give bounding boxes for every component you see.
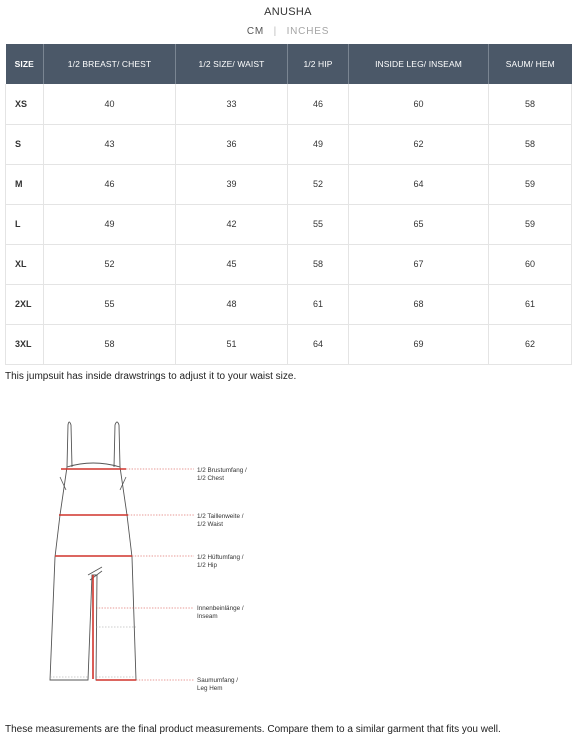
waist-cell: 45 <box>176 244 288 284</box>
waist-cell: 36 <box>176 124 288 164</box>
inseam-cell: 65 <box>349 204 489 244</box>
hip-cell: 55 <box>288 204 349 244</box>
table-row <box>6 244 572 284</box>
inseam-cell: 67 <box>349 244 489 284</box>
size-cell: XL <box>6 244 44 284</box>
unit-toggle <box>0 26 576 37</box>
table-row <box>6 324 572 364</box>
size-cell: 2XL <box>6 284 44 324</box>
size-cell: L <box>6 204 44 244</box>
size-cell: 3XL <box>6 324 44 364</box>
waist-cell: 33 <box>176 84 288 124</box>
inseam-cell: 62 <box>349 124 489 164</box>
waist-cell: 42 <box>176 204 288 244</box>
hem-cell: 58 <box>489 84 572 124</box>
hem-cell: 62 <box>489 324 572 364</box>
header-chest: 1/2 BREAST/ CHEST <box>44 44 176 84</box>
hem-cell: 60 <box>489 244 572 284</box>
chest-cell: 40 <box>44 84 176 124</box>
waist-cell: 48 <box>176 284 288 324</box>
inseam-cell: 64 <box>349 164 489 204</box>
unit-cm-option[interactable]: CM <box>246 26 264 37</box>
hem-cell: 58 <box>489 124 572 164</box>
header-hem: SAUM/ HEM <box>489 44 572 84</box>
header-hip: 1/2 HIP <box>288 44 349 84</box>
table-row <box>6 84 572 124</box>
hip-cell: 52 <box>288 164 349 204</box>
inseam-cell: 69 <box>349 324 489 364</box>
chest-cell: 55 <box>44 284 176 324</box>
size-cell: M <box>6 164 44 204</box>
hem-cell: 59 <box>489 164 572 204</box>
hem-label-1: Saumumfang / <box>197 677 238 684</box>
strap-right <box>114 422 120 467</box>
inseam-label-1: Innenbeinlänge / <box>197 605 244 612</box>
inseam-cell: 60 <box>349 84 489 124</box>
measurement-diagram <box>40 415 280 700</box>
inseam-label-2: Inseam <box>197 613 218 620</box>
header-waist: 1/2 SIZE/ WAIST <box>176 44 288 84</box>
hip-cell: 49 <box>288 124 349 164</box>
hem-cell: 59 <box>489 204 572 244</box>
chest-cell: 52 <box>44 244 176 284</box>
size-cell: S <box>6 124 44 164</box>
size-cell: XS <box>6 84 44 124</box>
hip-label-1: 1/2 Hüftumfang / <box>197 554 244 561</box>
chest-label-2: 1/2 Chest <box>197 475 224 482</box>
leg-fold-detail <box>88 567 102 580</box>
table-header-row <box>6 44 572 84</box>
chest-cell: 49 <box>44 204 176 244</box>
bodice-outline <box>67 463 120 467</box>
waist-label-2: 1/2 Waist <box>197 521 224 528</box>
hem-cell: 61 <box>489 284 572 324</box>
chest-label-1: 1/2 Brustumfang / <box>197 467 247 474</box>
hip-cell: 64 <box>288 324 349 364</box>
unit-inches-option[interactable]: INCHES <box>286 26 330 37</box>
inseam-cell: 68 <box>349 284 489 324</box>
chest-cell: 43 <box>44 124 176 164</box>
waist-cell: 51 <box>176 324 288 364</box>
hip-cell: 46 <box>288 84 349 124</box>
unit-separator: | <box>273 26 277 37</box>
hip-cell: 58 <box>288 244 349 284</box>
measurement-note: These measurements are the final product measurements. Compare them to a similar garment that fits you well. <box>5 724 501 735</box>
drawstring-note: This jumpsuit has inside drawstrings to adjust it to your waist size. <box>5 371 297 382</box>
table-row <box>6 204 572 244</box>
strap-left <box>67 422 72 467</box>
hem-label-2: Leg Hem <box>197 685 223 692</box>
header-size: SIZE <box>6 44 44 84</box>
table-row <box>6 284 572 324</box>
table-row <box>6 124 572 164</box>
jumpsuit-illustration <box>40 415 280 700</box>
chest-cell: 58 <box>44 324 176 364</box>
hip-label-2: 1/2 Hip <box>197 562 217 569</box>
header-inseam: INSIDE LEG/ INSEAM <box>349 44 489 84</box>
waist-cell: 39 <box>176 164 288 204</box>
product-title: ANUSHA <box>264 6 312 18</box>
chest-cell: 46 <box>44 164 176 204</box>
hip-cell: 61 <box>288 284 349 324</box>
table-row <box>6 164 572 204</box>
waist-label-1: 1/2 Taillenweite / <box>197 513 244 520</box>
size-chart-table <box>5 44 572 365</box>
